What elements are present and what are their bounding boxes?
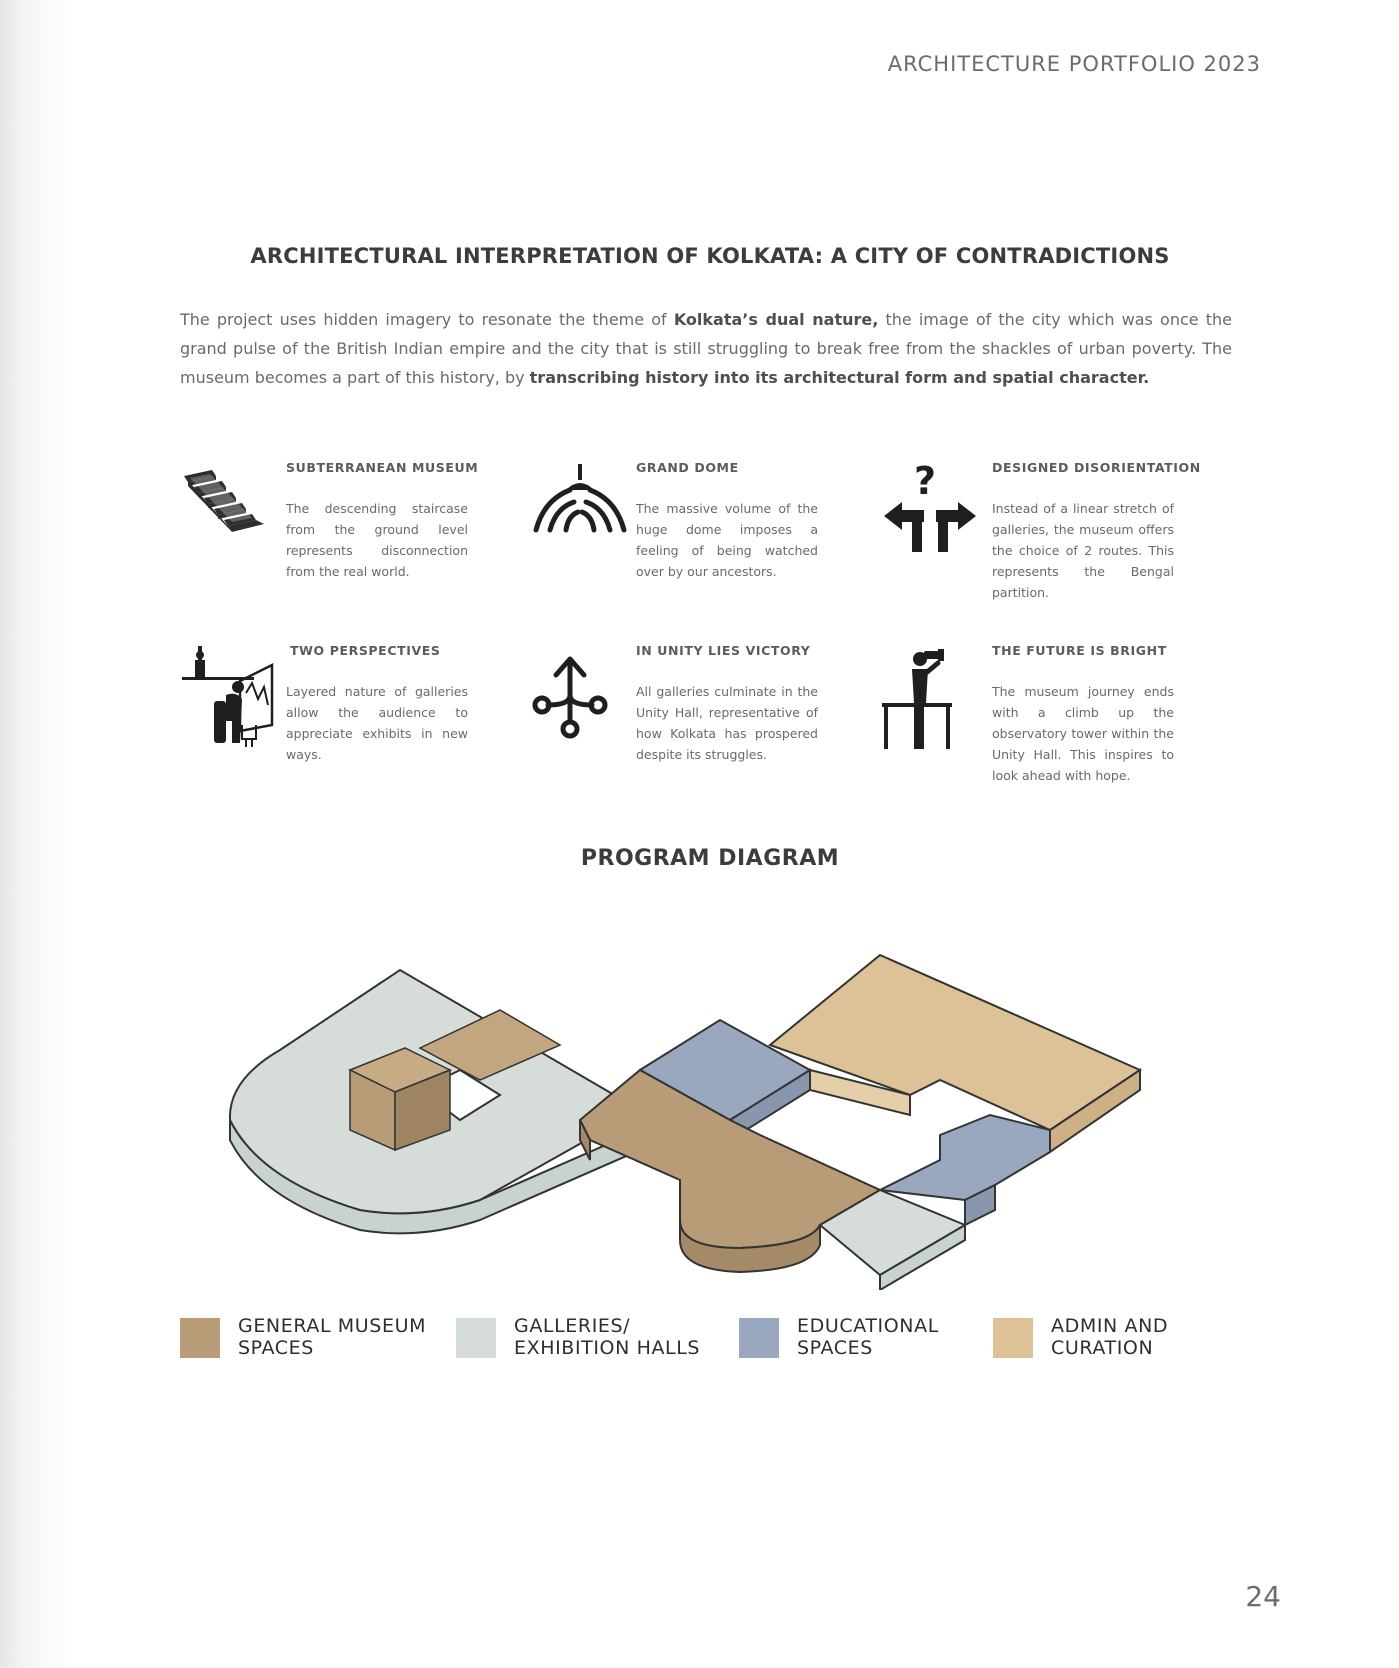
concept-description: Instead of a linear stretch of galleries, the museum offers the choice of 2 routes. This represents the Bengal partition. [992,501,1174,600]
legend-label: EDUCATIONAL SPACES [797,1315,939,1359]
telescope-person-icon [880,643,980,753]
concept-description: The museum journey ends with a climb up the observatory tower within the Unity Hall. This inspires to look ahead with hope. [992,684,1174,783]
concept-title: GRAND DOME [636,460,739,475]
concept-title: TWO PERSPECTIVES [290,643,441,658]
intro-paragraph [180,305,1232,392]
intro-bold-2: transcribing history into its architectural form and spatial character. [529,368,1150,387]
concept-description: The descending staircase from the ground level represents disconnection from the real world. [286,501,468,579]
crossroads-question-icon [880,460,980,570]
concept-title: DESIGNED DISORIENTATION [992,460,1201,475]
intro-text-2: the image of the city which was once the grand pulse of the British Indian empire and the city that is still struggling to break free from the shackles of urban poverty. The museum becomes a part of this history, by [180,310,1232,387]
intro-text-1: The project uses hidden imagery to resonate the theme of [180,310,674,329]
legend-swatch [993,1318,1033,1358]
concept-description: The massive volume of the huge dome imposes a feeling of being watched over by our ancestors. [636,501,818,579]
concept-grand-dome [530,460,890,590]
portfolio-header: ARCHITECTURE PORTFOLIO 2023 [887,52,1261,76]
program-diagram-title: PROGRAM DIAGRAM [580,846,840,871]
concept-title: IN UNITY LIES VICTORY [636,643,811,658]
legend-swatch [739,1318,779,1358]
svg-text:?: ? [914,460,937,503]
staircase-icon [180,460,280,570]
concept-description: All galleries culminate in the Unity Hall, representative of how Kolkata has prospered despite its struggles. [636,684,818,762]
program-diagram [220,930,1220,1290]
viewers-icon [180,643,280,753]
dome-icon [530,460,630,570]
concept-title: THE FUTURE IS BRIGHT [992,643,1167,658]
concept-designed-disorientation [880,460,1240,600]
page-number: 24 [1245,1580,1281,1613]
legend-swatch [180,1318,220,1358]
legend-label: ADMIN AND CURATION [1051,1315,1169,1359]
concept-description: Layered nature of galleries allow the audience to appreciate exhibits in new ways. [286,684,468,762]
concept-title: SUBTERRANEAN MUSEUM [286,460,479,475]
concept-subterranean-museum [180,460,540,590]
admin-block [770,955,1140,1152]
merge-arrow-icon [530,643,630,753]
concept-future-bright [880,643,1240,783]
legend-label: GALLERIES/ EXHIBITION HALLS [514,1315,701,1359]
legend-swatch [456,1318,496,1358]
legend-label: GENERAL MUSEUM SPACES [238,1315,427,1359]
intro-bold-1: Kolkata’s dual nature, [673,310,879,329]
page-title: ARCHITECTURAL INTERPRETATION OF KOLKATA: A CITY OF CONTRADICTIONS [250,244,1170,268]
concept-two-perspectives [180,643,540,773]
page-edge-shadow [0,0,70,1668]
concept-unity-victory [530,643,890,773]
